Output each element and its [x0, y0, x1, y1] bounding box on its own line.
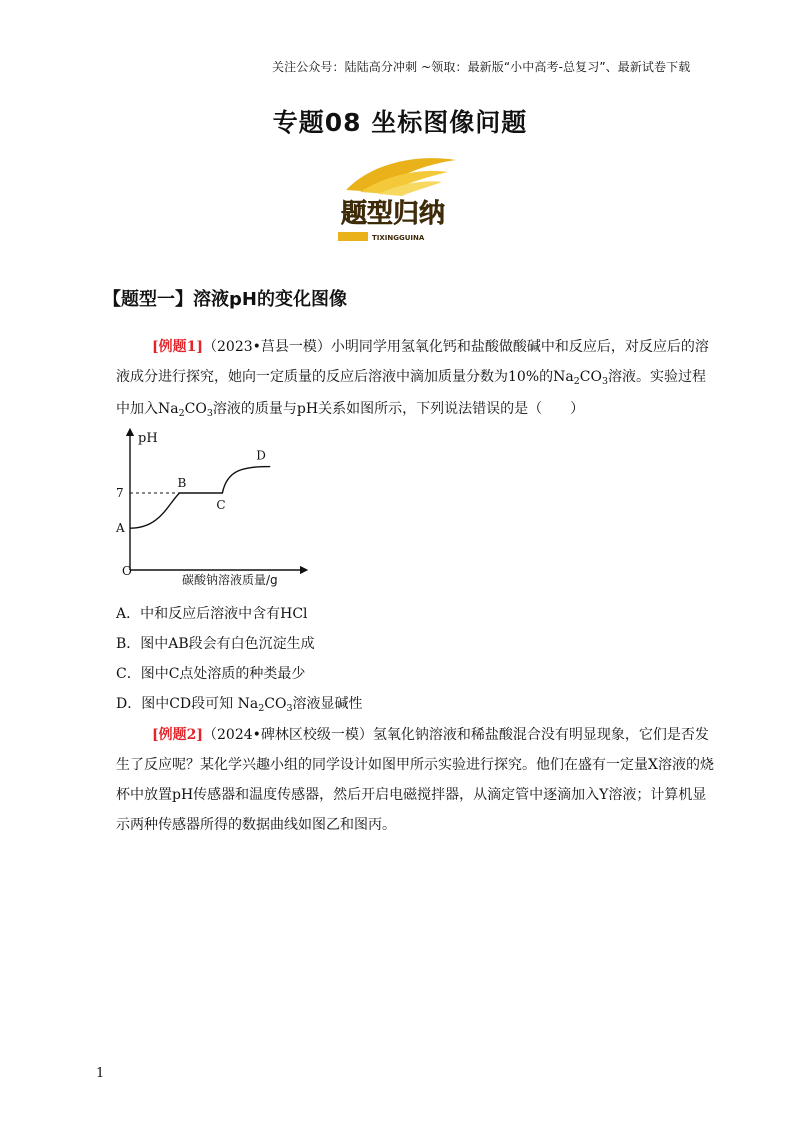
point-label-b: B — [177, 476, 187, 490]
example2-paragraph — [116, 720, 716, 840]
example1-tag: [例题1] — [152, 339, 203, 355]
example1-sub4: 3 — [206, 408, 213, 419]
page-number: 1 — [96, 1066, 105, 1081]
option-a: A．中和反应后溶液中含有HCl — [116, 606, 308, 622]
example1-text3: 溶液。实验过程中加入Na — [116, 369, 707, 417]
header-note: 关注公众号：陆陆高分冲刺 ~领取：最新版“小中高考-总复习”、最新试卷下载 — [272, 60, 691, 74]
origin-label: O — [122, 564, 132, 578]
point-label-c: C — [216, 498, 226, 512]
point-label-a: A — [116, 521, 125, 536]
section-title: 【题型一】溶液pH的变化图像 — [103, 289, 347, 310]
option-d-sub2: 3 — [286, 703, 293, 714]
option-d-post: 溶液显碱性 — [292, 696, 363, 712]
logo-text: 题型归纳 — [340, 199, 446, 229]
ph-chart — [110, 428, 310, 588]
logo-sub-text: TIXINGGUINA — [372, 234, 425, 242]
page-title: 专题08 坐标图像问题 — [272, 108, 528, 137]
example1-sub1: 2 — [573, 376, 580, 387]
example1-sub2: 3 — [601, 376, 609, 387]
option-b: B．图中AB段会有白色沉淀生成 — [116, 636, 315, 652]
y-axis-label: pH — [138, 431, 158, 446]
option-d — [116, 694, 363, 716]
option-c: C．图中C点处溶质的种类最少 — [116, 666, 306, 682]
ph-curve — [130, 467, 270, 529]
example2-text: （2024•碑林区校级一模）氢氧化钠溶液和稀盐酸混合没有明显现象，它们是否发生了反应呢？某化学兴趣小组的同学设计如图甲所示实验进行探究。他们在盛有一定量X溶液的烧杯中放置pH传感器和温度传感器，然后开启电磁搅拌器，从滴定管中逐滴加入Y溶液；计算机显示两种传感器所得的数据曲线如图乙和图丙。 — [116, 727, 714, 833]
option-d-pre: D．图中CD段可知 Na — [116, 696, 259, 712]
example1-sub3: 2 — [178, 408, 185, 419]
example1-text1: （2023•莒县一模）小明同学用氢氧化钙和盐酸做酸碱中和反应后，对反应后的溶液成分进行探究，她向一定质量的反应后溶液中滴加质量分数为10%的Na — [116, 339, 709, 385]
option-d-sub1: 2 — [258, 703, 265, 714]
option-d-mid: CO — [264, 696, 287, 712]
y-tick-7: 7 — [116, 486, 124, 500]
logo-sub-box — [338, 232, 368, 241]
x-axis-label: 碳酸钠溶液质量/g — [182, 573, 278, 587]
example1-text2: CO — [579, 369, 602, 385]
point-label-d: D — [256, 448, 266, 463]
example1-text4: CO — [184, 401, 207, 417]
logo-image — [318, 152, 468, 244]
example1-text5: 溶液的质量与pH关系如图所示，下列说法错误的是（ ） — [212, 401, 585, 417]
example2-tag: [例题2] — [152, 727, 203, 743]
example1-paragraph — [116, 332, 716, 426]
